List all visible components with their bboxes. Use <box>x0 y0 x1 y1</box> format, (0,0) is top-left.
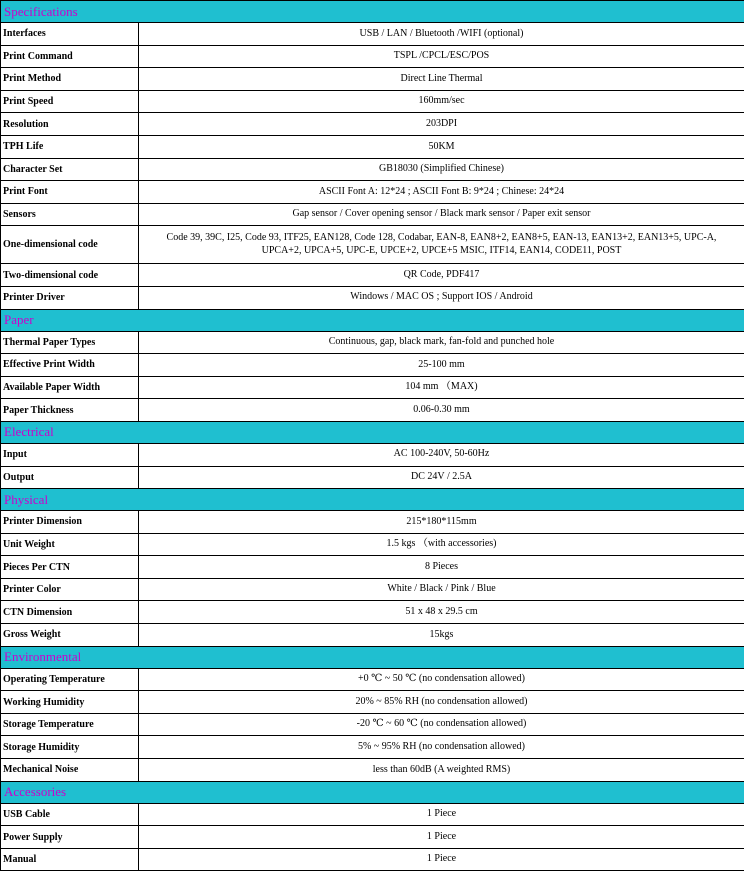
table-row <box>1 556 744 579</box>
spec-value: 0.06-0.30 mm <box>139 399 744 422</box>
spec-label: Character Set <box>1 158 139 181</box>
table-row <box>1 90 744 113</box>
spec-label: Pieces Per CTN <box>1 556 139 579</box>
spec-value: 15kgs <box>139 624 744 647</box>
spec-label: Interfaces <box>1 23 139 46</box>
spec-label: Print Command <box>1 45 139 68</box>
spec-label: Thermal Paper Types <box>1 331 139 354</box>
spec-value: 5% ~ 95% RH (no condensation allowed) <box>139 736 744 759</box>
table-row <box>1 759 744 782</box>
spec-value: GB18030 (Simplified Chinese) <box>139 158 744 181</box>
spec-label: Resolution <box>1 113 139 136</box>
spec-label: CTN Dimension <box>1 601 139 624</box>
table-row <box>1 533 744 556</box>
section-header <box>1 646 744 668</box>
table-row <box>1 158 744 181</box>
spec-value: White / Black / Pink / Blue <box>139 578 744 601</box>
table-row <box>1 181 744 204</box>
table-row <box>1 286 744 309</box>
spec-value: less than 60dB (A weighted RMS) <box>139 759 744 782</box>
table-row <box>1 399 744 422</box>
section-title: Environmental <box>1 646 744 668</box>
spec-value: 8 Pieces <box>139 556 744 579</box>
section-title: Physical <box>1 489 744 511</box>
spec-label: Two-dimensional code <box>1 264 139 287</box>
spec-label: Mechanical Noise <box>1 759 139 782</box>
spec-label: Power Supply <box>1 826 139 849</box>
table-row <box>1 113 744 136</box>
spec-label: Effective Print Width <box>1 354 139 377</box>
table-row <box>1 68 744 91</box>
spec-label: Printer Color <box>1 578 139 601</box>
spec-value: AC 100-240V, 50-60Hz <box>139 443 744 466</box>
table-row <box>1 578 744 601</box>
table-row <box>1 511 744 534</box>
section-header <box>1 421 744 443</box>
spec-value: 1 Piece <box>139 826 744 849</box>
spec-value: 25-100 mm <box>139 354 744 377</box>
section-title: Specifications <box>1 1 744 23</box>
spec-label: Print Font <box>1 181 139 204</box>
table-row <box>1 848 744 871</box>
spec-value: Gap sensor / Cover opening sensor / Black mark sensor / Paper exit sensor <box>139 203 744 226</box>
spec-label: Paper Thickness <box>1 399 139 422</box>
section-header <box>1 781 744 803</box>
table-row <box>1 45 744 68</box>
spec-value: USB / LAN / Bluetooth /WIFI (optional) <box>139 23 744 46</box>
table-row <box>1 713 744 736</box>
spec-label: Print Method <box>1 68 139 91</box>
spec-value: 203DPI <box>139 113 744 136</box>
table-row <box>1 691 744 714</box>
spec-label: Operating Temperature <box>1 668 139 691</box>
table-row <box>1 826 744 849</box>
spec-label: Unit Weight <box>1 533 139 556</box>
section-header <box>1 489 744 511</box>
spec-label: Manual <box>1 848 139 871</box>
spec-value: 1.5 kgs （with accessories) <box>139 533 744 556</box>
table-row <box>1 135 744 158</box>
section-header <box>1 309 744 331</box>
table-row <box>1 203 744 226</box>
spec-table-body <box>1 1 744 871</box>
table-row <box>1 226 744 264</box>
spec-value: Windows / MAC OS ; Support IOS / Android <box>139 286 744 309</box>
spec-value: 20% ~ 85% RH (no condensation allowed) <box>139 691 744 714</box>
spec-label: Output <box>1 466 139 489</box>
spec-value: Direct Line Thermal <box>139 68 744 91</box>
spec-value: DC 24V / 2.5A <box>139 466 744 489</box>
table-row <box>1 376 744 399</box>
table-row <box>1 331 744 354</box>
table-row <box>1 23 744 46</box>
section-header <box>1 1 744 23</box>
spec-label: Printer Dimension <box>1 511 139 534</box>
spec-label: Working Humidity <box>1 691 139 714</box>
spec-value: 215*180*115mm <box>139 511 744 534</box>
table-row <box>1 803 744 826</box>
spec-label: Sensors <box>1 203 139 226</box>
spec-value: +0 ℃ ~ 50 ℃ (no condensation allowed) <box>139 668 744 691</box>
table-row <box>1 736 744 759</box>
spec-value: -20 ℃ ~ 60 ℃ (no condensation allowed) <box>139 713 744 736</box>
spec-label: Storage Temperature <box>1 713 139 736</box>
spec-value: Code 39, 39C, I25, Code 93, ITF25, EAN128, Code 128, Codabar, EAN-8, EAN8+2, EAN8+5, EAN-13, EAN13+2, EAN13+5, UPC-A, UPCA+2, UPCA+5, UPC-E, UPCE+2, UPCE+5 MSIC, ITF14, EAN14, CODE11, POST <box>139 226 744 264</box>
spec-label: Available Paper Width <box>1 376 139 399</box>
spec-label: Storage Humidity <box>1 736 139 759</box>
table-row <box>1 466 744 489</box>
spec-value: 160mm/sec <box>139 90 744 113</box>
spec-label: Printer Driver <box>1 286 139 309</box>
spec-value: ASCII Font A: 12*24 ; ASCII Font B: 9*24 ; Chinese: 24*24 <box>139 181 744 204</box>
table-row <box>1 354 744 377</box>
spec-value: 1 Piece <box>139 803 744 826</box>
table-row <box>1 443 744 466</box>
spec-value: 1 Piece <box>139 848 744 871</box>
spec-value: 51 x 48 x 29.5 cm <box>139 601 744 624</box>
spec-label: USB Cable <box>1 803 139 826</box>
spec-value: 104 mm （MAX) <box>139 376 744 399</box>
section-title: Electrical <box>1 421 744 443</box>
spec-label: One-dimensional code <box>1 226 139 264</box>
spec-value: TSPL /CPCL/ESC/POS <box>139 45 744 68</box>
spec-label: Print Speed <box>1 90 139 113</box>
spec-value: 50KM <box>139 135 744 158</box>
section-title: Accessories <box>1 781 744 803</box>
spec-label: TPH Life <box>1 135 139 158</box>
table-row <box>1 668 744 691</box>
table-row <box>1 601 744 624</box>
spec-label: Input <box>1 443 139 466</box>
section-title: Paper <box>1 309 744 331</box>
spec-value: QR Code, PDF417 <box>139 264 744 287</box>
spec-value: Continuous, gap, black mark, fan-fold and punched hole <box>139 331 744 354</box>
table-row <box>1 264 744 287</box>
spec-label: Gross Weight <box>1 624 139 647</box>
table-row <box>1 624 744 647</box>
